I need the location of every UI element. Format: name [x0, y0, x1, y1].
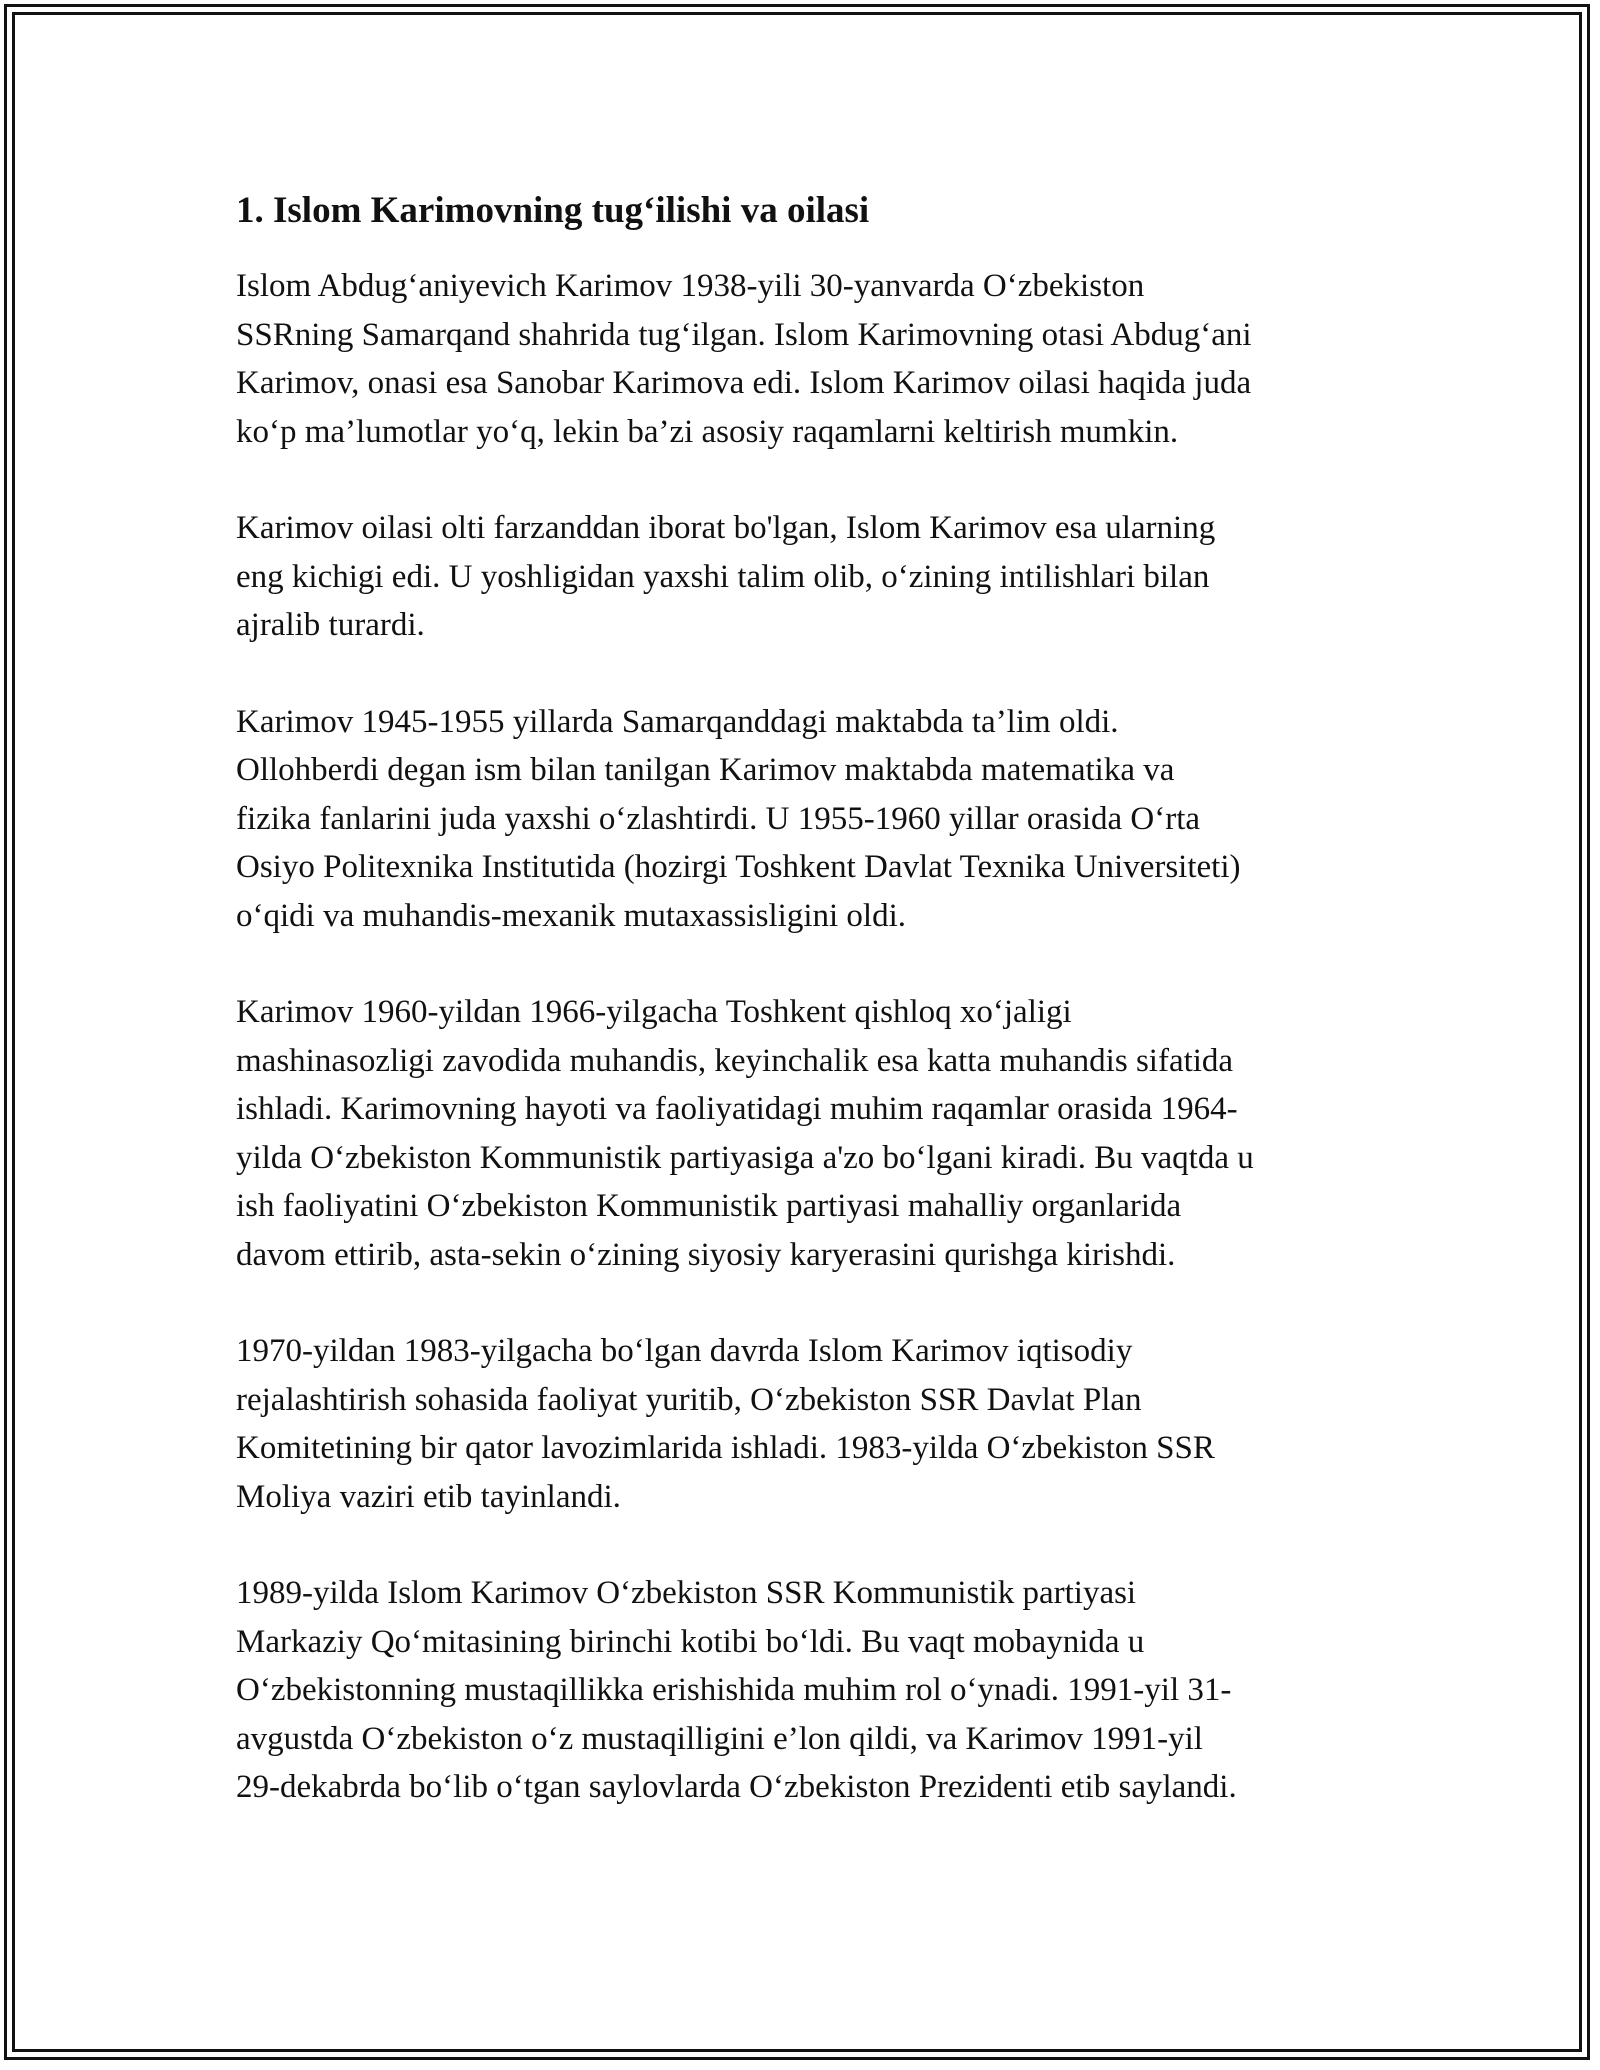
- paragraph-early-career: Karimov 1960-yildan 1966-yilgacha Toshkent qishloq xo‘jaligi mashinasozligi zavodida muhandis, keyinchalik esa katta muhandis sifatida ishladi. Karimovning hayoti va faoliyatidagi muhim raqamlar orasida 1964- yilda O‘zbekiston Kommunistik partiyasiga a'zo bo‘lgani kiradi. Bu vaqtda u ish faoliyatini O‘zbekiston Kommunistik partiyasi mahalliy organlarida davom ettirib, asta-sekin o‘zining siyosiy karyerasini qurishga kirishdi.: [236, 994, 1254, 1273]
- section-heading: 1. Islom Karimovning tug‘ilishi va oilasi: [236, 190, 870, 231]
- paragraph-siblings: Karimov oilasi olti farzanddan iborat bo'lgan, Islom Karimov esa ularning eng kichigi edi. U yoshligidan yaxshi talim olib, o‘zining intilishlari bilan ajralib turardi.: [236, 510, 1216, 643]
- document-body: [236, 186, 1376, 1860]
- paragraph-education: Karimov 1945-1955 yillarda Samarqanddagi maktabda ta’lim oldi. Ollohberdi degan ism bilan tanilgan Karimov maktabda matematika va fizika fanlarini juda yaxshi o‘zlashtirdi. U 1955-1960 yillar orasida O‘rta Osiyo Politexnika Institutida (hozirgi Toshkent Davlat Texnika Universiteti) o‘qidi va muhandis-mexanik mutaxassisligini oldi.: [236, 703, 1241, 934]
- paragraph-economic-planning: 1970-yildan 1983-yilgacha bo‘lgan davrda Islom Karimov iqtisodiy rejalashtirish sohasida faoliyat yuritib, O‘zbekiston SSR Davlat Plan Komitetining bir qator lavozimlarida ishladi. 1983-yilda O‘zbekiston SSR Moliya vaziri etib tayinlandi.: [236, 1333, 1215, 1515]
- paragraph-presidency: 1989-yilda Islom Karimov O‘zbekiston SSR Kommunistik partiyasi Markaziy Qo‘mitasining birinchi kotibi bo‘ldi. Bu vaqt mobaynida u O‘zbekistonning mustaqillikka erishishida muhim rol o‘ynadi. 1991-yil 31- avgustda O‘zbekiston o‘z mustaqilligini e’lon qildi, va Karimov 1991-yil 29-dekabrda bo‘lib o‘tgan saylovlarda O‘zbekiston Prezidenti etib saylandi.: [236, 1575, 1237, 1805]
- paragraph-birth-family: Islom Abdug‘aniyevich Karimov 1938-yili 30-yanvarda O‘zbekiston SSRning Samarqand shahrida tug‘ilgan. Islom Karimovning otasi Abdug‘ani Karimov, onasi esa Sanobar Karimova edi. Islom Karimov oilasi haqida juda ko‘p ma’lumotlar yo‘q, lekin ba’zi asosiy raqamlarni keltirish mumkin.: [236, 268, 1252, 450]
